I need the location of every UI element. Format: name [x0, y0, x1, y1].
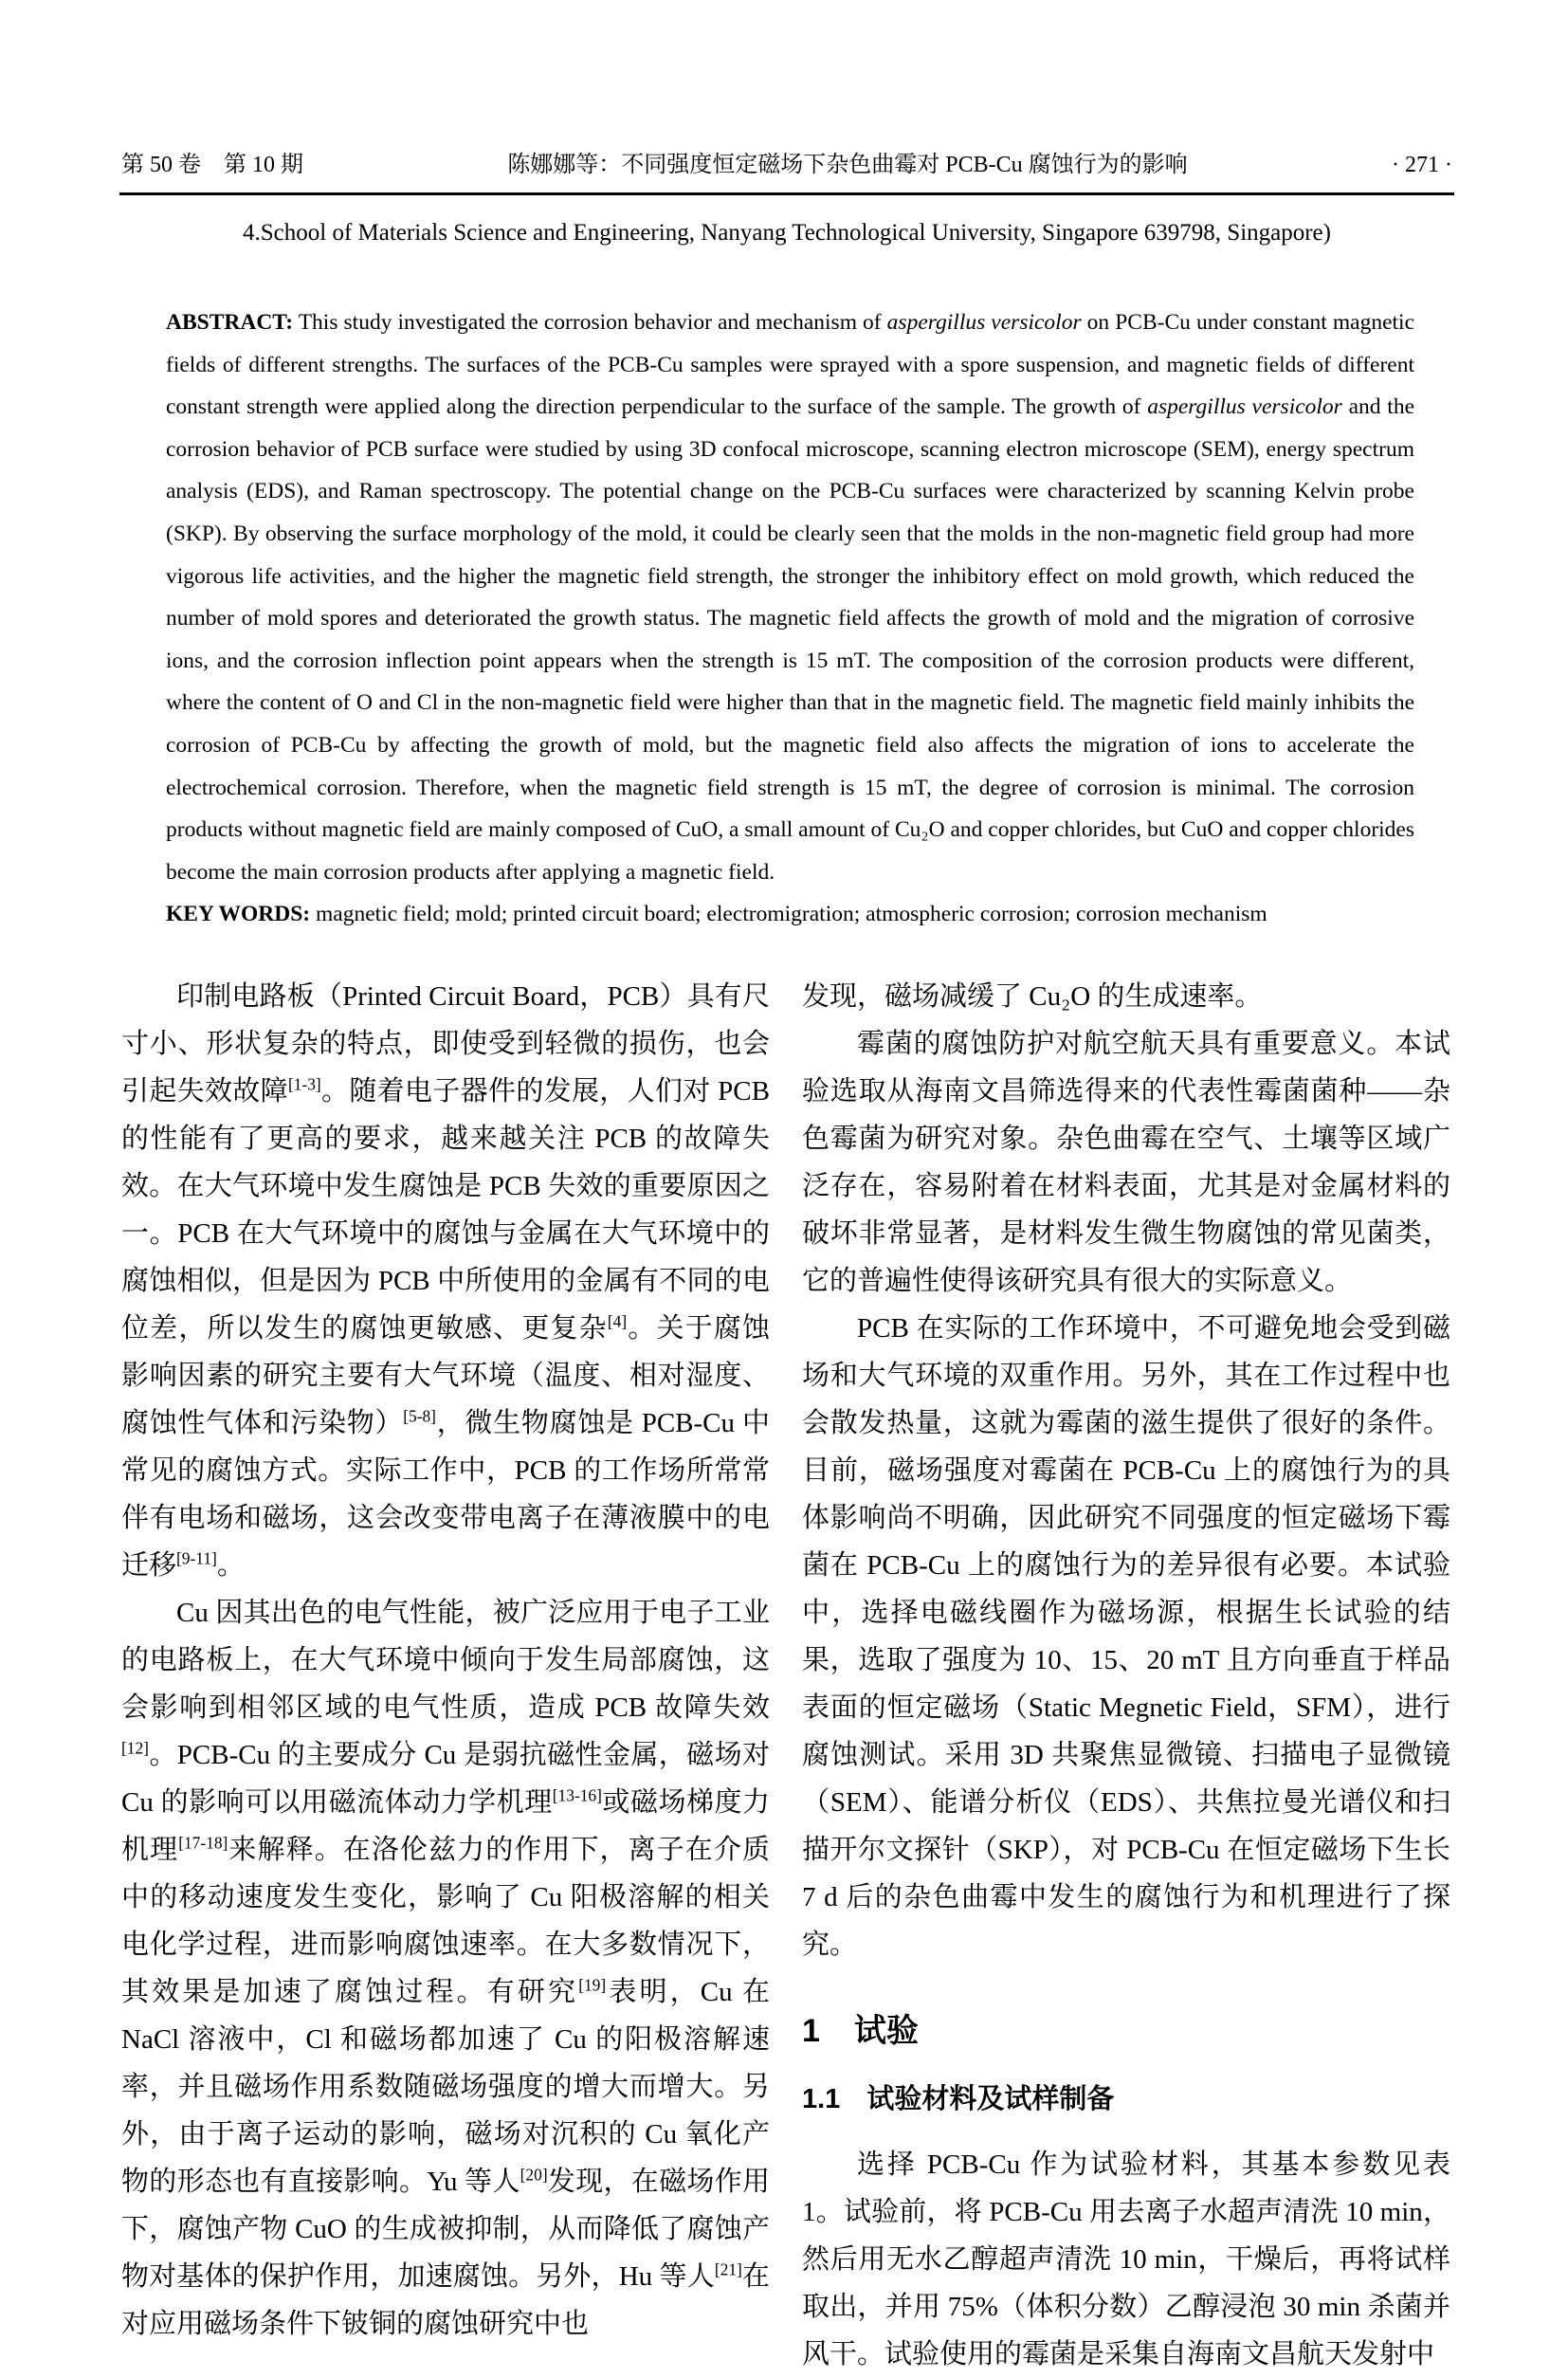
- body-paragraph: 选择 PCB-Cu 作为试验材料，其基本参数见表 1。试验前，将 PCB-Cu 用去离子水超声清洗 10 min，然后用无水乙醇超声清洗 10 min，干燥后，再将试样取出，并用 75%（体积分数）乙醇浸泡 30 min 杀菌并风干。试验使用的霉菌是采集自海南文昌航天发射中: [802, 2149, 1450, 2369]
- section-1-1-title: 试验材料及试样制备: [866, 2084, 1115, 2114]
- abstract-paragraph: [166, 302, 1414, 893]
- keywords-line: [166, 893, 1414, 936]
- abstract-segment: on PCB-Cu under constant magnetic fields of different strengths. The surfaces of the PCB-Cu samples were sprayed with a spore suspension, and magnetic fields of different constant strength were applied along the direction perpendicular to the surface of the sample. The growth of: [166, 310, 1415, 420]
- section-1-1-heading: [802, 2082, 1450, 2116]
- section-1-number: 1: [802, 2013, 820, 2049]
- keywords-text: magnetic field; mold; printed circuit board; electromigration; atmospheric corrosion; corrosion mechanism: [310, 902, 1267, 927]
- right-column: [802, 973, 1450, 2378]
- abstract-segment-italic: aspergillus versicolor: [1147, 394, 1342, 420]
- section-1-title: 试验: [853, 2013, 919, 2049]
- body-paragraph: PCB 在实际的工作环境中，不可避免地会受到磁场和大气环境的双重作用。另外，其在工作过程中也会散发热量，这就为霉菌的滋生提供了很好的条件。目前，磁场强度对霉菌在 PCB-Cu 上的腐蚀行为的具体影响尚不明确，因此研究不同强度的恒定磁场下霉菌在 PCB-Cu 上的腐蚀行为的差异很有必要。本试验中，选择电磁线圈作为磁场源，根据生长试验的结果，选取了强度为 10、15、20 mT 且方向垂直于样品表面的恒定磁场（Static Megnetic Field，SFM），进行腐蚀测试。采用 3D 共聚焦显微镜、扫描电子显微镜（SEM）、能谱分析仪（EDS）、共焦拉曼光谱仪和扫描开尔文探针（SKP），对 PCB-Cu 在恒定磁场下生长 7 d 后的杂色曲霉中发生的腐蚀行为和机理进行了探究。: [802, 1313, 1450, 1960]
- left-column: [121, 973, 770, 2378]
- running-title: 陈娜娜等：不同强度恒定磁场下杂色曲霉对 PCB-Cu 腐蚀行为的影响: [507, 153, 1188, 177]
- header-rule: [119, 192, 1454, 195]
- page-number: · 271 ·: [1392, 153, 1452, 177]
- body-paragraph: Cu 因其出色的电气性能，被广泛应用于电子工业的电路板上，在大气环境中倾向于发生局部腐蚀，这会影响到相邻区域的电气性质，造成 PCB 故障失效[12]。PCB-Cu 的主要成分 Cu 是弱抗磁性金属，磁场对 Cu 的影响可以用磁流体动力学机理[13-16]或磁场梯度力机理[17-18]来解释。在洛伦兹力的作用下，离子在介质中的移动速度发生变化，影响了 Cu 阳极溶解的相关电化学过程，进而影响腐蚀速率。在大多数情况下，其效果是加速了腐蚀过程。有研究[19]表明，Cu 在 NaCl 溶液中，Cl 和磁场都加速了 Cu 的阳极溶解速率，并且磁场作用系数随磁场强度的增大而增大。另外，由于离子运动的影响，磁场对沉积的 Cu 氧化产物的形态也有直接影响。Yu 等人[20]发现，在磁场作用下，腐蚀产物 CuO 的生成被抑制，从而降低了腐蚀产物对基体的保护作用，加速腐蚀。另外，Hu 等人[21]在对应用磁场条件下铍铜的腐蚀研究中也: [121, 1598, 770, 2339]
- journal-header: [121, 152, 1452, 178]
- abstract-segment-italic: aspergillus versicolor: [886, 310, 1082, 335]
- body-columns: [121, 973, 1450, 2378]
- keywords-label: KEY WORDS:: [166, 902, 311, 927]
- abstract-label: ABSTRACT:: [166, 310, 294, 335]
- abstract-segment: This study investigated the corrosion behavior and mechanism of: [293, 310, 887, 335]
- body-paragraph: 霉菌的腐蚀防护对航空航天具有重要意义。本试验选取从海南文昌筛选得来的代表性霉菌菌种——杂色霉菌为研究对象。杂色曲霉在空气、土壤等区域广泛存在，容易附着在材料表面，尤其是对金属材料的破坏非常显著，是材料发生微生物腐蚀的常见菌类，它的普遍性使得该研究具有很大的实际意义。: [802, 1029, 1450, 1296]
- body-paragraph-continuation: 发现，磁场减缓了 Cu₂O 的生成速率。: [802, 981, 1263, 1012]
- abstract-segment: and the corrosion behavior of PCB surface were studied by using 3D confocal microscope, scanning electron microscope (SEM), energy spectrum analysis (EDS), and Raman spectroscopy. The potential change on the PCB-Cu surfaces were characterized by scanning Kelvin probe (SKP). By observing the surface morphology of the mold, it could be clearly seen that the molds in the non-magnetic field group had more vigorous life activities, and the higher the magnetic field strength, the stronger the inhibitory effect on mold growth, which reduced the number of mold spores and deteriorated the growth status. The magnetic field affects the growth of mold and the migration of corrosive ions, and the corrosion inflection point appears when the strength is 15 mT. The composition of the corrosion products were different, where the content of O and Cl in the non-magnetic field were higher than that in the magnetic field. The magnetic field mainly inhibits the corrosion of PCB-Cu by affecting the growth of mold, but the magnetic field also affects the migration of ions to accelerate the electrochemical corrosion. Therefore, when the magnetic field strength is 15 mT, the degree of corrosion is minimal. The corrosion products without magnetic field are mainly composed of CuO, a small amount of Cu₂O and copper chlorides, but CuO and copper chlorides become the main corrosion products after applying a magnetic field.: [166, 394, 1415, 885]
- volume-issue-label: 第 50 卷 第 10 期: [121, 153, 303, 177]
- body-paragraph: 印制电路板（Printed Circuit Board，PCB）具有尺寸小、形状复杂的特点，即使受到轻微的损伤，也会引起失效故障[1-3]。随着电子器件的发展，人们对 PCB 的性能有了更高的要求，越来越关注 PCB 的故障失效。在大气环境中发生腐蚀是 PCB 失效的重要原因之一。PCB 在大气环境中的腐蚀与金属在大气环境中的腐蚀相似，但是因为 PCB 中所使用的金属有不同的电位差，所以发生的腐蚀更敏感、更复杂[4]。关于腐蚀影响因素的研究主要有大气环境（温度、相对湿度、腐蚀性气体和污染物）[5-8]，微生物腐蚀是 PCB-Cu 中常见的腐蚀方式。实际工作中，PCB 的工作场所常常伴有电场和磁场，这会改变带电离子在薄液膜中的电迁移[9-11]。: [121, 981, 770, 1581]
- affiliation-line: 4.School of Materials Science and Engineering, Nanyang Technological University, Singapore 639798, Singapore): [243, 220, 1331, 246]
- section-1-1-number: 1.1: [802, 2084, 841, 2114]
- abstract-block: [166, 302, 1414, 936]
- section-1-heading: [802, 2012, 1450, 2050]
